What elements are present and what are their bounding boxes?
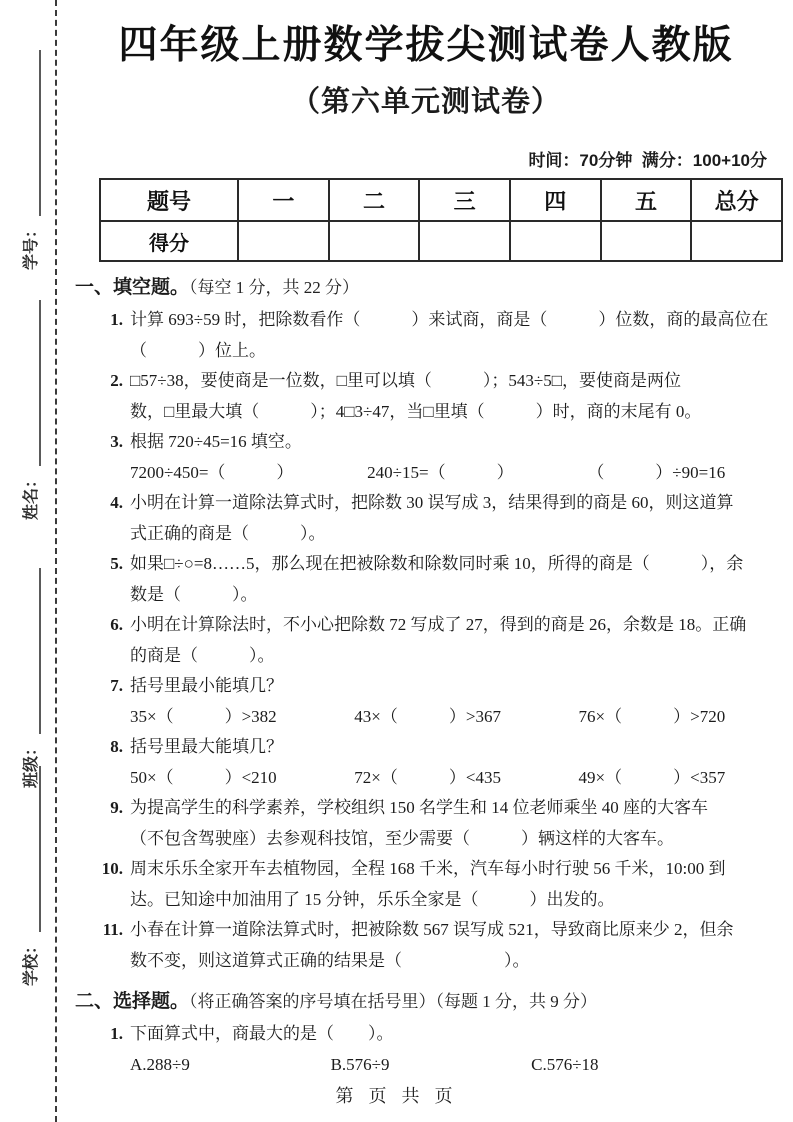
seal-dashed-line	[55, 0, 57, 1122]
score-cell	[419, 221, 510, 261]
question-number: 1.	[110, 1024, 123, 1043]
seal-field-school	[15, 766, 41, 986]
score-table-header-cell: 二	[329, 179, 420, 221]
equation-blank: （ ）÷90=16	[587, 462, 726, 482]
option-b: B.576÷9	[330, 1054, 390, 1074]
score-table-header-cell: 总分	[691, 179, 782, 221]
time-and-score-info: 时间：70分钟 满分：100+10分	[528, 151, 767, 170]
paper-subtitle: （第六单元测试卷）	[290, 86, 561, 118]
question-line: 根据 720÷45=16 填空。	[130, 432, 302, 451]
question-number: 10.	[101, 859, 123, 878]
question-line: 括号里最大能填几？	[130, 737, 283, 756]
question-number: 2.	[110, 371, 123, 390]
equation-blank: 49×（ ）<357	[578, 767, 726, 787]
question-line: （不包含驾驶座）去参观科技馆，至少需要（ ）辆这样的大客车。	[130, 828, 674, 848]
section2-title: 二、选择题。	[75, 991, 190, 1012]
question-line: 小明在计算除法时，不小心把除数 72 写成了 27，得到的商是 26，余数是 18。正确	[130, 615, 747, 634]
score-cell	[691, 221, 782, 261]
section1-heading	[75, 274, 777, 302]
question-line: 小明在计算一道除法算式时，把除数 30 误写成 3，结果得到的商是 60，则这道算	[130, 493, 734, 512]
score-table	[99, 178, 783, 262]
question-line: 数不变，则这道算式正确的结果是（ ）。	[130, 950, 530, 970]
question-number: 4.	[110, 493, 123, 512]
score-cell	[601, 221, 692, 261]
score-table-score-row	[100, 221, 782, 261]
question-7	[75, 671, 777, 732]
name-label: 姓名：	[23, 471, 40, 520]
question-10	[75, 854, 777, 915]
question-line: 数是（ ）。	[130, 584, 258, 604]
equation-blank: 43×（ ）>367	[354, 706, 501, 726]
equation-blank: 35×（ ）>382	[130, 706, 277, 726]
score-table-header-cell: 题号	[100, 179, 238, 221]
question-line: 式正确的商是（ ）。	[130, 523, 326, 543]
question-line: 下面算式中，商最大的是（ ）。	[130, 1024, 394, 1043]
score-table-header-cell: 四	[510, 179, 601, 221]
section2-note: （将正确答案的序号填在括号里）（每题 1 分，共 9 分）	[189, 992, 598, 1011]
main-content	[75, 0, 777, 1080]
class-label: 班级：	[23, 739, 40, 788]
question-line: □57÷38，要使商是一位数，□里可以填（ ）；543÷5□，要使商是两位	[130, 371, 681, 390]
question-line: 达。已知途中加油用了 15 分钟，乐乐全家是（ ）出发的。	[130, 889, 615, 909]
question-blank-equations	[130, 702, 725, 733]
equation-blank: 76×（ ）>720	[578, 706, 726, 726]
equation-blank: 72×（ ）<435	[354, 767, 501, 787]
question-11	[75, 915, 777, 976]
question-blank-equations	[130, 763, 725, 794]
score-table-header-cell: 一	[238, 179, 329, 221]
question-line: （ ）位上。	[130, 340, 266, 360]
question-8	[75, 732, 777, 793]
class-blank-line	[21, 568, 41, 734]
question-6	[75, 610, 777, 671]
question-line: 的商是（ ）。	[130, 645, 275, 665]
question-5	[75, 549, 777, 610]
score-cell	[510, 221, 601, 261]
question-line: 如果□÷○=8……5，那么现在把被除数和除数同时乘 10，所得的商是（ ），余	[130, 554, 744, 573]
question-number: 6.	[110, 615, 123, 634]
section1-note: （每空 1 分，共 22 分）	[189, 278, 360, 297]
score-cell	[238, 221, 329, 261]
score-cell	[329, 221, 420, 261]
option-c: C.576÷18	[531, 1054, 599, 1074]
score-table-header-row	[100, 179, 782, 221]
seal-field-name	[15, 300, 41, 520]
question-blank-equations	[130, 458, 725, 489]
seal-field-class	[15, 568, 41, 788]
question-line: 括号里最小能填几？	[130, 676, 283, 695]
equation-blank: 7200÷450=（ ）	[130, 462, 294, 482]
seal-field-student-id	[15, 50, 41, 270]
question-number: 7.	[110, 676, 123, 695]
question-number: 11.	[102, 920, 123, 939]
question-line: 小春在计算一道除法算式时，把被除数 567 误写成 521，导致商比原来少 2，但余	[130, 920, 734, 939]
question-line: 数，□里最大填（ ）；4□3÷47，当□里填（ ）时，商的末尾有 0。	[130, 401, 702, 421]
choice-question-1	[75, 1019, 777, 1080]
student-id-blank-line	[21, 50, 41, 216]
school-blank-line	[21, 766, 41, 932]
section2-heading	[75, 988, 777, 1016]
page-footer: 第 页 共 页	[335, 1086, 458, 1106]
question-number: 8.	[110, 737, 123, 756]
choice-options	[130, 1050, 777, 1081]
school-label: 学校：	[23, 937, 40, 986]
student-id-label: 学号：	[23, 221, 40, 270]
name-blank-line	[21, 300, 41, 466]
question-number: 9.	[110, 798, 123, 817]
question-1	[75, 305, 777, 366]
score-row-label: 得分	[100, 221, 238, 261]
equation-blank: 50×（ ）<210	[130, 767, 277, 787]
score-table-header-cell: 三	[419, 179, 510, 221]
section1-questions	[75, 305, 777, 976]
question-line: 周末乐乐全家开车去植物园，全程 168 千米，汽车每小时行驶 56 千米，10:00 到	[130, 859, 726, 878]
question-9	[75, 793, 777, 854]
question-number: 3.	[110, 432, 123, 451]
question-4	[75, 488, 777, 549]
section1-title: 一、填空题。	[75, 277, 190, 298]
question-number: 5.	[110, 554, 123, 573]
option-a: A.288÷9	[130, 1054, 190, 1074]
question-line: 计算 693÷59 时，把除数看作（ ）来试商，商是（ ）位数，商的最高位在	[130, 310, 769, 329]
question-number: 1.	[110, 310, 123, 329]
equation-blank: 240÷15=（ ）	[367, 462, 514, 482]
section2-questions	[75, 1019, 777, 1080]
paper-title: 四年级上册数学拔尖测试卷人教版	[118, 24, 734, 67]
question-3	[75, 427, 777, 488]
question-2	[75, 366, 777, 427]
score-table-header-cell: 五	[601, 179, 692, 221]
question-line: 为提高学生的科学素养，学校组织 150 名学生和 14 位老师乘坐 40 座的大客车	[130, 798, 708, 817]
